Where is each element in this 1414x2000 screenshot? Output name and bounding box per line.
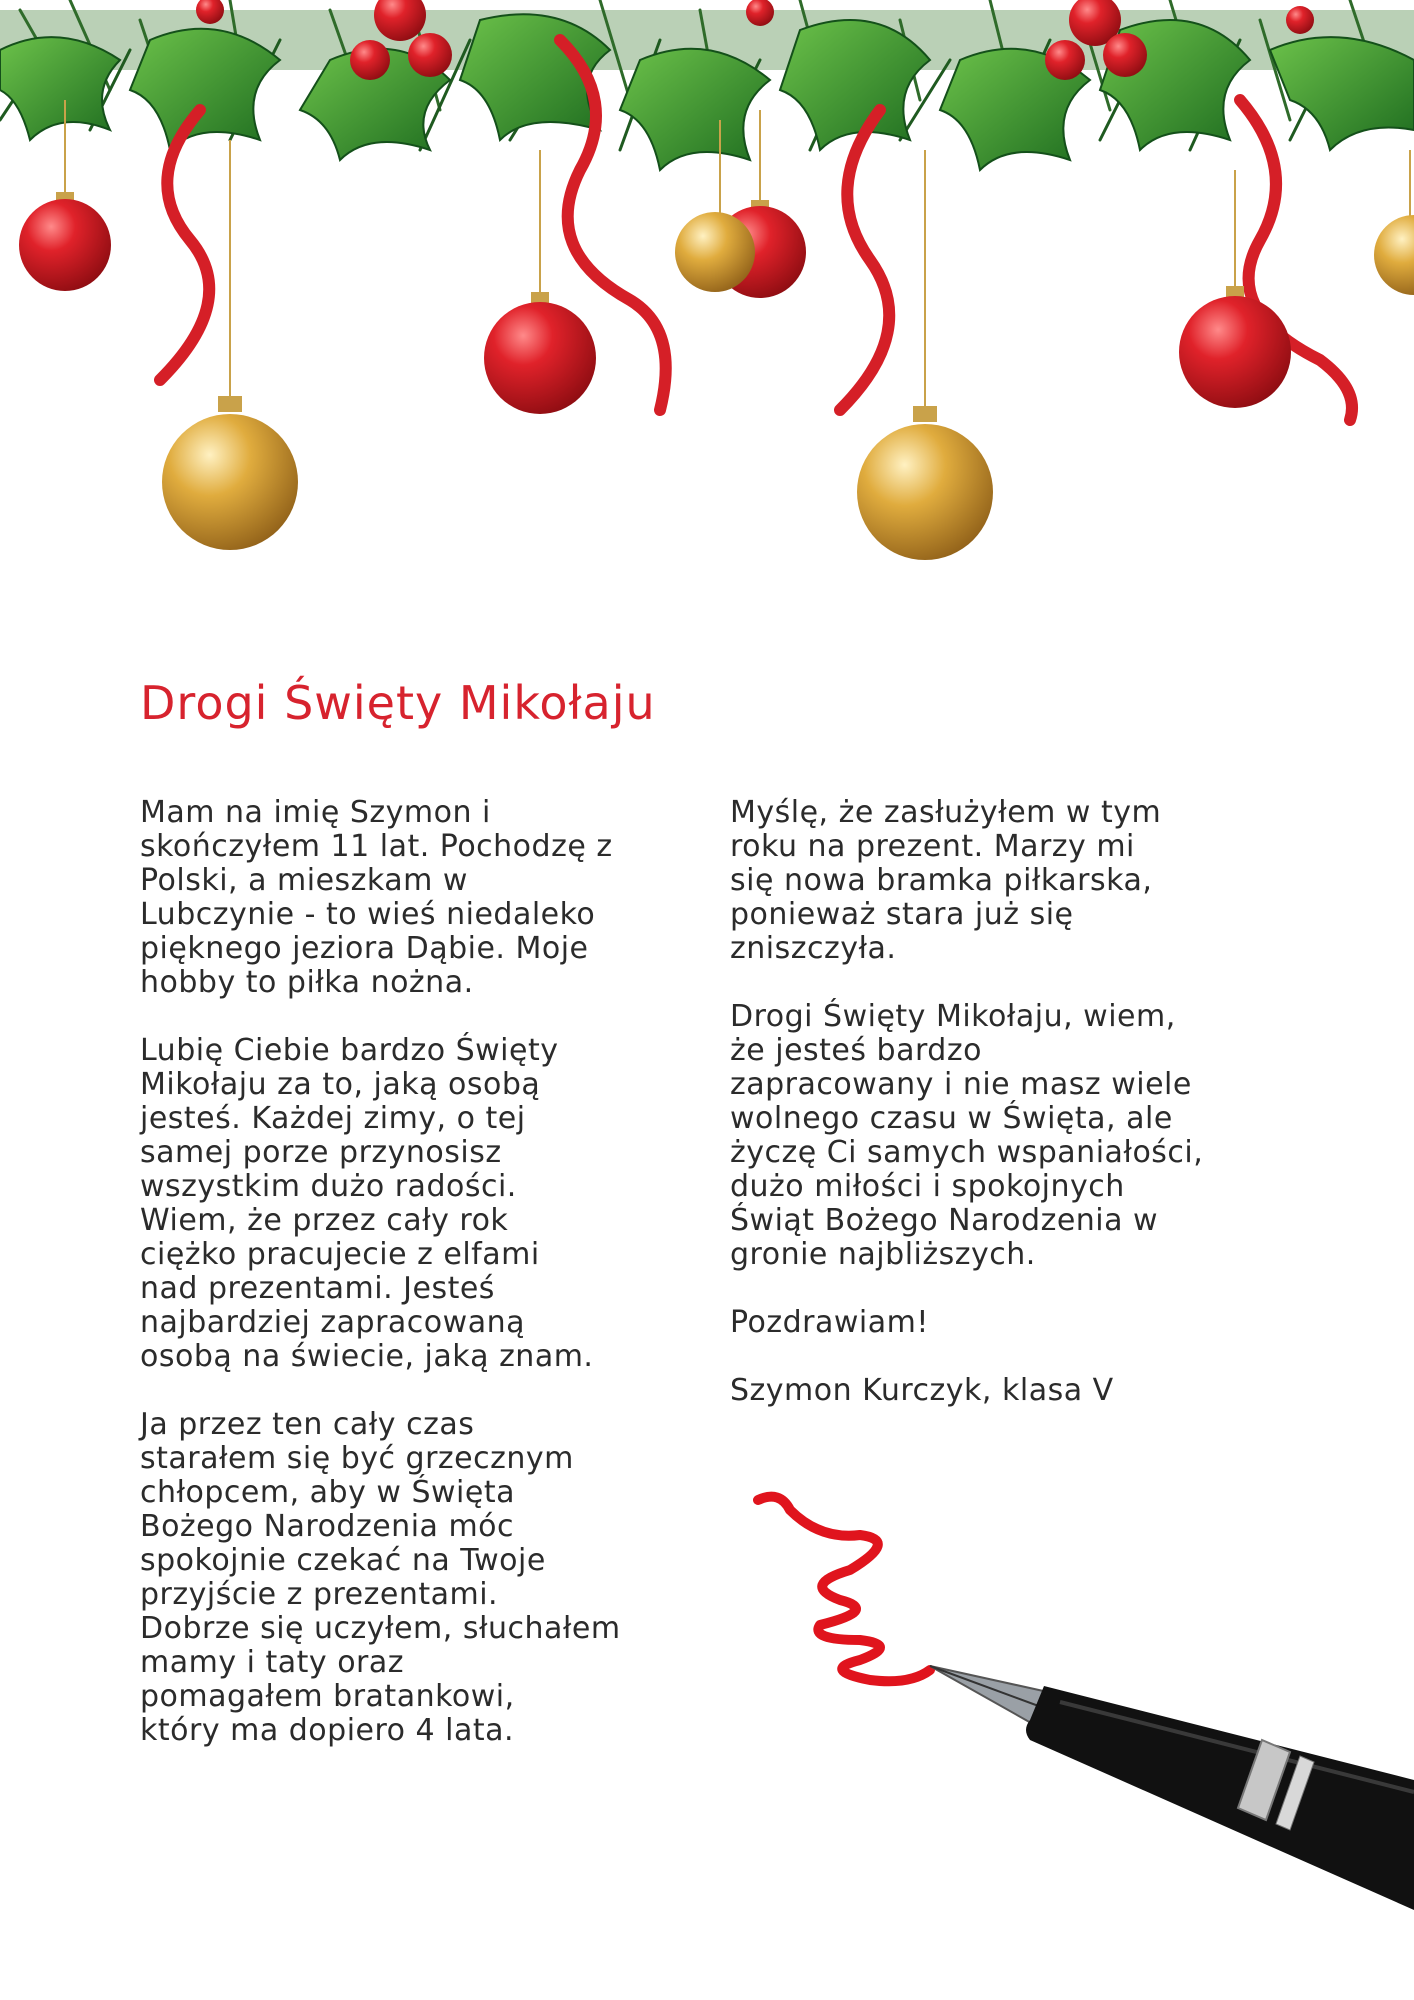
paragraph-good-behaviour: Ja przez ten cały czas starałem się być grzecznym chłopcem, aby w Święta Bożego Narodzenia móc spokojnie czekać na Twoje przyjście z prezentami. Dobrze się uczyłem, słuchałem mamy i taty oraz pomagałem bratankowi, który ma dopiero 4 lata. bbox=[140, 1407, 621, 1748]
pen-barrel bbox=[1026, 1686, 1414, 1910]
letter-right-column bbox=[730, 796, 1330, 1442]
paragraph-gift-wish: Myślę, że zasłużyłem w tym roku na prezent. Marzy mi się nowa bramka piłkarska, ponieważ stara już się zniszczyła. bbox=[730, 795, 1162, 966]
red-ink-squiggle bbox=[758, 1497, 930, 1682]
paragraph-introduction: Mam na imię Szymon i skończyłem 11 lat. Pochodzę z Polski, a mieszkam w Lubczynie - to wieś niedaleko pięknego jeziora Dąbie. Moje hobby to piłka nożna. bbox=[140, 795, 613, 1000]
pen-nib bbox=[930, 1666, 1048, 1728]
christmas-garland-decoration bbox=[0, 0, 1414, 600]
letter-greeting-title: Drogi Święty Mikołaju bbox=[140, 676, 656, 730]
paragraph-holiday-wishes: Drogi Święty Mikołaju, wiem, że jesteś bardzo zapracowany i nie masz wiele wolnego czasu w Święta, ale życzę Ci samych wspaniałości, dużo miłości i spokojnych Świąt Bożego Narodzenia w gronie najbliższych. bbox=[730, 999, 1204, 1272]
letter-closing: Pozdrawiam! bbox=[730, 1305, 929, 1340]
letter-signature: Szymon Kurczyk, klasa V bbox=[730, 1373, 1114, 1408]
fountain-pen-icon bbox=[0, 1440, 1414, 2000]
paragraph-admiration: Lubię Ciebie bardzo Święty Mikołaju za to, jaką osobą jesteś. Każdej zimy, o tej samej porze przynosisz wszystkim dużo radości. Wiem, że przez cały rok ciężko pracujecie z elfami nad prezentami. Jesteś najbardziej zapracowaną osobą na świecie, jaką znam. bbox=[140, 1033, 594, 1374]
